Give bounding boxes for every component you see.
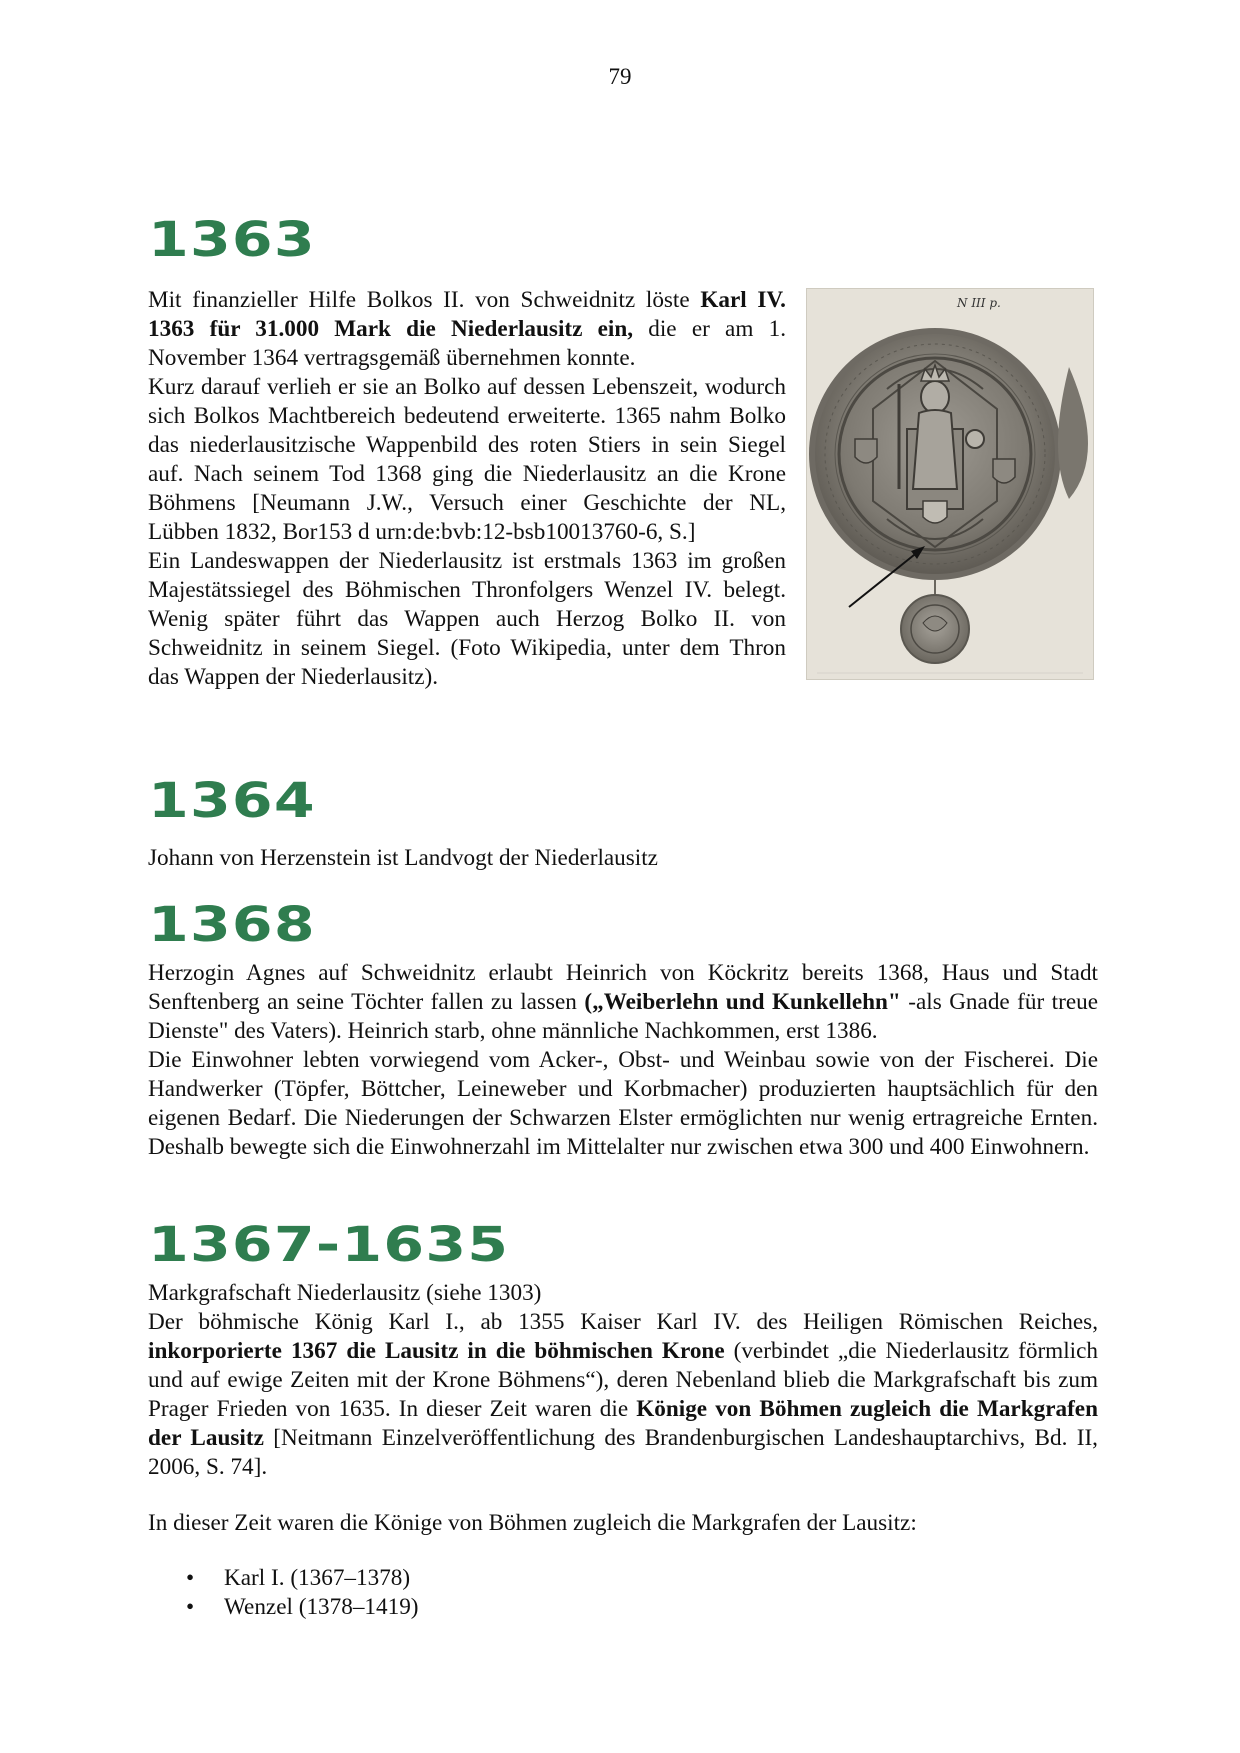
paragraph [148,1308,1098,1482]
paragraph: Markgrafschaft Niederlausitz (siehe 1303) [148,1280,542,1306]
paragraph: Ein Landeswappen der Niederlausitz ist erstmals 1363 im großen Majestätssiegel des Böhmischen Thronfolgers Wenzel IV. belegt. Wenig später führt das Wappen auch Herzog Bolko II. von Schweidnitz in seinem Siegel. (Foto Wikipedia, unter dem Thron das Wappen der Niederlausitz). [148,548,786,690]
text-run: Der böhmische König Karl I., ab 1355 Kaiser Karl IV. des Heiligen Römischen Reiches, [148,1309,1098,1335]
paragraph: Kurz darauf verlieh er sie an Bolko auf dessen Lebenszeit, wodurch sich Bolkos Machtbereich bedeutend erweiterte. 1365 nahm Bolko das niederlausitzische Wappenbild des roten Stiers in sein Siegel auf. Nach seinem Tod 1368 ging die Niederlausitz an die Krone Böhmens [Neumann J.W., Versuch einer Geschichte der NL, Lübben 1832, Bor153 d urn:de:bvb:12-bsb10013760-6, S.] [148,374,786,545]
list-item [148,1593,748,1622]
rulers-list [148,1564,748,1622]
text-run: (verbindet „die Niederlausitz förmlich und auf ewige Zeiten mit der Krone Böhmens“), deren Nebenland blieb die Markgrafschaft bis zum Prager Frieden von 1635. In dieser Zeit waren die [148,1338,1098,1422]
text-run: -als Gnade für treue Dienste" des Vaters). Heinrich starb, ohne männliche Nachkommen, erst 1386. [148,989,1099,1044]
handwritten-note: N III p. [957,296,1001,310]
seal-illustration [807,289,1093,679]
paragraph: Johann von Herzenstein ist Landvogt der Niederlausitz [148,845,658,871]
list-item-text: Wenzel (1378–1419) [224,1594,419,1620]
section-heading-1364: 1364 [148,773,316,829]
paragraph: In dieser Zeit waren die Könige von Böhmen zugleich die Markgrafen der Lausitz: [148,1510,917,1536]
section-1367-1635-body [148,1279,1098,1482]
section-1363-body [148,286,786,692]
text-run: die er am 1. November 1364 vertragsgemäß übernehmen konnte. [148,316,786,371]
bold-run: Karl IV. 1363 für 31.000 Mark die Niederlausitz ein, [148,287,786,342]
text-run: Mit finanzieller Hilfe Bolkos II. von Schweidnitz löste [148,287,701,313]
paragraph [148,286,786,373]
section-heading-1367-1635: 1367-1635 [148,1217,510,1273]
page-number: 79 [608,64,632,89]
section-heading-1368: 1368 [148,897,316,953]
bold-run: inkorporierte 1367 die Lausitz in die böhmischen Krone [148,1338,725,1364]
section-1364-body [148,844,1098,873]
paragraph [148,959,1098,1046]
bullet-icon: • [186,1594,195,1620]
text-run: [Neitmann Einzelveröffentlichung des Brandenburgischen Landeshauptarchivs, Bd. II, 2006, S. 74]. [148,1425,1098,1480]
section-1368-body [148,959,1098,1162]
bold-run: („Weiberlehn und Kunkellehn" [584,989,901,1015]
rulers-intro [148,1509,1098,1538]
list-item [148,1564,748,1593]
bullet-icon: • [186,1565,195,1591]
seal-photo [806,288,1094,680]
text-run: Herzogin Agnes auf Schweidnitz erlaubt Heinrich von Köckritz bereits 1368, Haus und Stadt Senftenberg an seine Töchter fallen zu lassen [148,960,1098,1015]
paragraph: Die Einwohner lebten vorwiegend vom Acker-, Obst- und Weinbau sowie von der Fischerei. Die Handwerker (Töpfer, Böttcher, Leineweber und Korbmacher) produzierten hauptsächlich für den eigenen Bedarf. Die Niederungen der Schwarzen Elster ermöglichten nur wenig ertragreiche Ernten. Deshalb bewegte sich die Einwohnerzahl im Mittelalter nur zwischen etwa 300 und 400 Einwohnern. [148,1047,1098,1160]
bold-run: Könige von Böhmen zugleich die Markgrafen der Lausitz [148,1396,1098,1451]
list-item-text: Karl I. (1367–1378) [224,1565,411,1591]
section-heading-1363: 1363 [148,212,316,268]
